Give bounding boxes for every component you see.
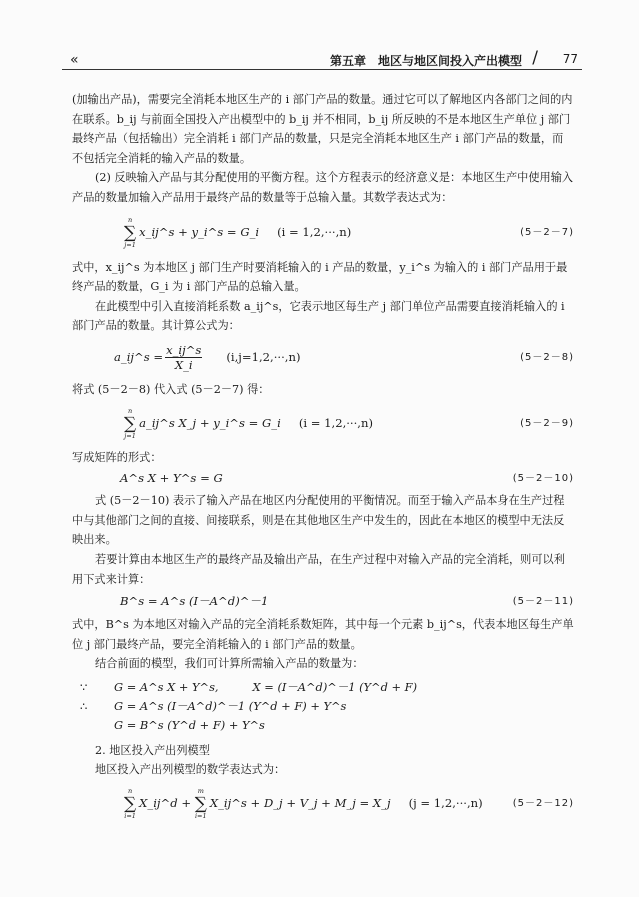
equation-body: A^s X + Y^s = G (120, 471, 223, 486)
summation: n ∑ j=1 (124, 406, 137, 440)
equation-5-2-7 (72, 208, 574, 258)
paragraph-10: 结合前面的模型，我们可计算所需输入产品的数量为： (95, 657, 364, 671)
header-slash: / (532, 48, 538, 68)
equation-number: (5－2－7) (520, 226, 574, 238)
summation-2: m ∑ i=1 (194, 787, 207, 821)
paragraph-9: 式中，B^s 为本地区对输入产品的完全消耗系数矩阵，其中每一个元素 b_ij^s，代表本地区每生产单位 j 部门最终产品，要完全消耗输入的 i 部门产品的数量。 (72, 618, 574, 651)
page-number: 77 (562, 52, 578, 66)
derivation-line-2: ∴ G = A^s (I－A^d)^－1 (Y^d + F) + Y^s (72, 697, 574, 716)
equation-body: n ∑ i=1 X_ij^d + m ∑ i=1 X_ij^s + D_j + V_j + M_j = X_j (j = 1,2,···,n) (124, 787, 483, 821)
equation-number: (5－2－8) (520, 352, 574, 364)
equation-number: (5－2－12) (512, 798, 574, 810)
running-header (62, 50, 582, 70)
equation-number: (5－2－9) (520, 417, 574, 429)
equation-body: n ∑ j=1 x_ij^s + y_i^s = G_i (i = 1,2,···,n) (124, 215, 352, 249)
paragraph-11: 地区投入产出列模型的数学表达式为： (95, 763, 286, 777)
because-symbol: ∵ (80, 679, 88, 694)
summation: n ∑ j=1 (124, 215, 137, 249)
paragraph-6: 写成矩阵的形式： (72, 450, 162, 464)
equation-5-2-12 (72, 780, 574, 828)
equation-number: (5－2－11) (512, 596, 574, 608)
summation-1: n ∑ i=1 (124, 787, 137, 821)
paragraph-7: 式 (5－2－10) 表示了输入产品在地区内分配使用的平衡情况。而至于输入产品本身在生产过程中与其他部门之间的直接、间接联系，则是在其他地区生产中发生的，因此在本地区的模型中无法反映出来。 (72, 494, 565, 547)
paragraph-5: 将式 (5－2－8) 代入式 (5－2－7) 得： (72, 382, 270, 396)
paragraph-8: 若要计算由本地区生产的最终产品及输出产品，在生产过程中对输入产品的完全消耗，则可以利用下式来计算： (72, 552, 565, 586)
equation-5-2-9 (72, 400, 574, 448)
therefore-symbol: ∴ (80, 698, 88, 713)
equation-body: a_ij^s = $\frac{x\_ij\^{}s}{X\_i}$ (i,j=1,2,···,n) (114, 342, 301, 372)
equation-5-2-8 (72, 336, 574, 380)
header-rule (62, 69, 582, 70)
double-chevron-left-icon: « (70, 52, 76, 68)
derivation-line-1: ∵ G = A^s X + Y^s, X = (I－A^d)^－1 (Y^d + F) (72, 678, 574, 697)
derivation-block (72, 678, 574, 735)
fraction: $\frac{x\_ij\^{}s}{X\_i}$ (166, 342, 202, 372)
paragraph-4: 在此模型中引入直接消耗系数 a_ij^s，它表示地区每生产 j 部门单位产品需要直接消耗输入的 i 部门产品的数量。其计算公式为： (72, 299, 565, 333)
paragraph-3: 式中，x_ij^s 为本地区 j 部门生产时要消耗输入的 i 产品的数量，y_i^s 为输入的 i 部门产品用于最终产品的数量，G_i 为 i 部门产品的总输入量。 (72, 260, 568, 294)
equation-body: n ∑ j=1 a_ij^s X_j + y_i^s = G_i (i = 1,2,···,n) (124, 406, 373, 440)
equation-5-2-10 (72, 467, 574, 491)
paragraph-2: (2) 反映输入产品与其分配使用的平衡方程。这个方程表示的经济意义是：本地区生产中使用输入产品的数量加输入产品用于最终产品的数量等于总输入量。其数学表达式为： (72, 171, 574, 204)
equation-5-2-11 (72, 589, 574, 615)
paragraph-1: (加输出产品)，需要完全消耗本地区生产的 i 部门产品的数量。通过它可以了解地区内各部门之间的内在联系。b_ij 与前面全国投入产出模型中的 b_ij 并不相同，b_ij 所反映的不是本地区生产单位 j 部门最终产品（包括输出）完全消耗 i 部门产品的数量，只是完全消耗本地区生产 i 部门产品的数量，而不包括完全消耗的输入产品的数量。 (72, 93, 573, 165)
derivation-line-3: G = B^s (Y^d + F) + Y^s (114, 717, 265, 732)
equation-body: B^s = A^s (I－A^d)^－1 (120, 594, 269, 609)
section-subheading: 2. 地区投入产出列模型 (95, 743, 210, 757)
chapter-title: 第五章 地区与地区间投入产出模型 (329, 54, 522, 68)
equation-number: (5－2－10) (512, 473, 574, 485)
body-text (72, 90, 574, 828)
